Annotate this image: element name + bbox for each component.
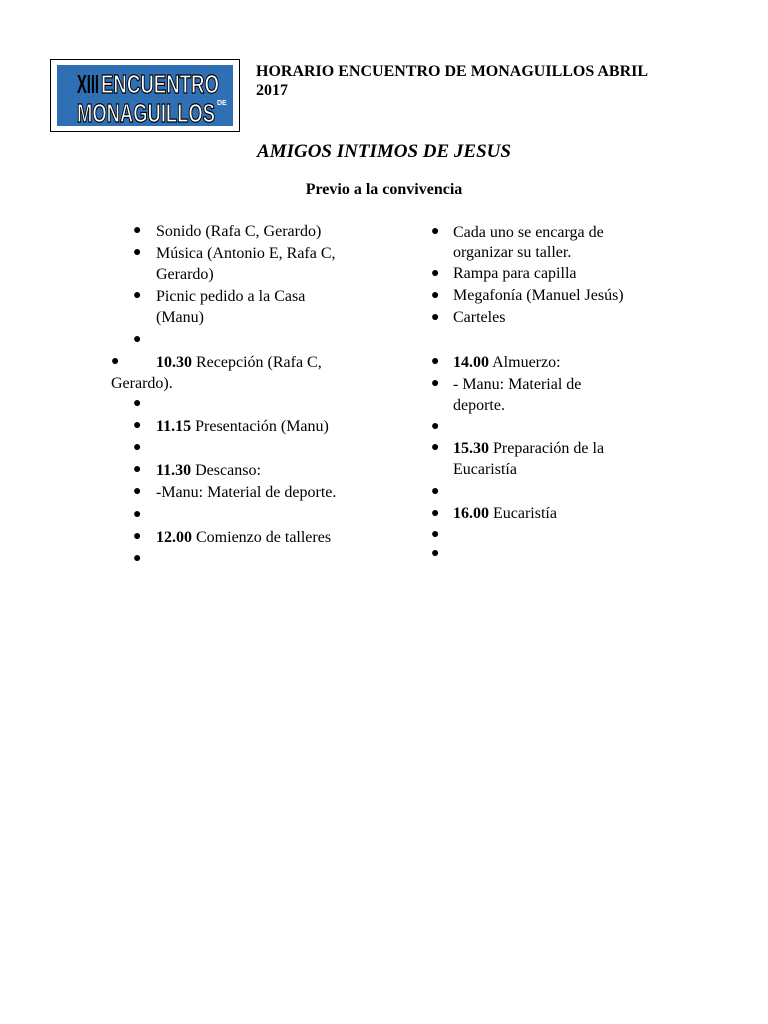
schedule-time: 16.00 (453, 505, 489, 522)
bullet: ● (431, 354, 440, 369)
bullet: ● (133, 462, 142, 477)
logo-frame (50, 59, 240, 132)
schedule-text: Almuerzo: (489, 354, 561, 371)
schedule-text: Eucaristía (489, 505, 557, 522)
list-item: Cada uno se encarga de (453, 224, 604, 241)
schedule-item-presentacion (156, 416, 329, 437)
title-line-1: HORARIO ENCUENTRO DE MONAGUILLOS ABRIL (256, 63, 649, 80)
bullet: ● (133, 332, 142, 347)
schedule-time: 11.15 (156, 418, 192, 435)
bullet: ● (431, 484, 440, 499)
schedule-text: Recepción (Rafa C, (192, 354, 322, 371)
bullet: ● (111, 354, 120, 369)
list-item: Picnic pedido a la Casa (156, 288, 306, 305)
bullet: ● (431, 440, 440, 455)
bullet: ● (431, 310, 440, 325)
bullet: ● (431, 527, 440, 542)
schedule-time: 14.00 (453, 354, 489, 371)
list-item: Sonido (Rafa C, Gerardo) (156, 223, 322, 240)
bullet: ● (431, 288, 440, 303)
subtitle (0, 141, 768, 163)
bullet: ● (133, 551, 142, 566)
bullet: ● (431, 224, 440, 239)
bullet: ● (431, 266, 440, 281)
list-item-continuation: (Manu) (156, 309, 204, 326)
bullet: ● (133, 507, 142, 522)
schedule-item-descanso (156, 460, 261, 481)
list-item: - Manu: Material de (453, 376, 582, 393)
subtitle-text: AMIGOS INTIMOS DE JESUS (257, 141, 511, 162)
schedule-item-recepcion (156, 352, 322, 373)
schedule-text: Preparación de la (489, 440, 605, 457)
bullet: ● (431, 506, 440, 521)
schedule-item-preparacion (453, 438, 604, 459)
list-item: Carteles (453, 309, 506, 326)
list-item: -Manu: Material de deporte. (156, 484, 337, 501)
bullet: ● (133, 484, 142, 499)
schedule-time: 10.30 (156, 354, 192, 371)
document-title (256, 62, 716, 100)
schedule-item-eucaristia (453, 503, 557, 524)
bullet: ● (133, 529, 142, 544)
logo-word-encuentro: ENCUENTRO (101, 69, 219, 99)
logo-word-monaguillos: MONAGUILLOS (77, 98, 215, 126)
bullet: ● (133, 223, 142, 238)
schedule-text: Comienzo de talleres (192, 529, 332, 546)
schedule-text: Presentación (Manu) (191, 418, 329, 435)
bullet: ● (431, 419, 440, 434)
bullet: ● (133, 440, 142, 455)
bullet: ● (133, 245, 142, 260)
logo-roman-numeral: XIII (77, 69, 99, 99)
schedule-time: 11.30 (156, 462, 192, 479)
list-item: Música (Antonio E, Rafa C, (156, 245, 336, 262)
list-item: Megafonía (Manuel Jesús) (453, 287, 624, 304)
bullet: ● (133, 396, 142, 411)
list-item-continuation: Eucaristía (453, 461, 517, 478)
schedule-item-talleres (156, 527, 331, 548)
bullet: ● (133, 288, 142, 303)
bullet: ● (431, 546, 440, 561)
title-line-2: 2017 (256, 82, 288, 99)
schedule-time: 12.00 (156, 529, 192, 546)
bullet: ● (431, 376, 440, 391)
list-item-continuation: organizar su taller. (453, 244, 572, 261)
section-title: Previo a la convivencia (305, 181, 463, 198)
logo-graphic (57, 65, 233, 126)
schedule-time: 15.30 (453, 440, 489, 457)
bullet: ● (133, 418, 142, 433)
encuentro-logo (57, 65, 233, 126)
list-item-continuation: Gerardo). (111, 375, 173, 392)
list-item-continuation: Gerardo) (156, 266, 214, 283)
schedule-item-almuerzo (453, 352, 561, 373)
list-item-continuation: deporte. (453, 397, 505, 414)
schedule-text: Descanso: (191, 462, 261, 479)
list-item: Rampa para capilla (453, 265, 577, 282)
logo-word-de: DE (217, 100, 227, 107)
